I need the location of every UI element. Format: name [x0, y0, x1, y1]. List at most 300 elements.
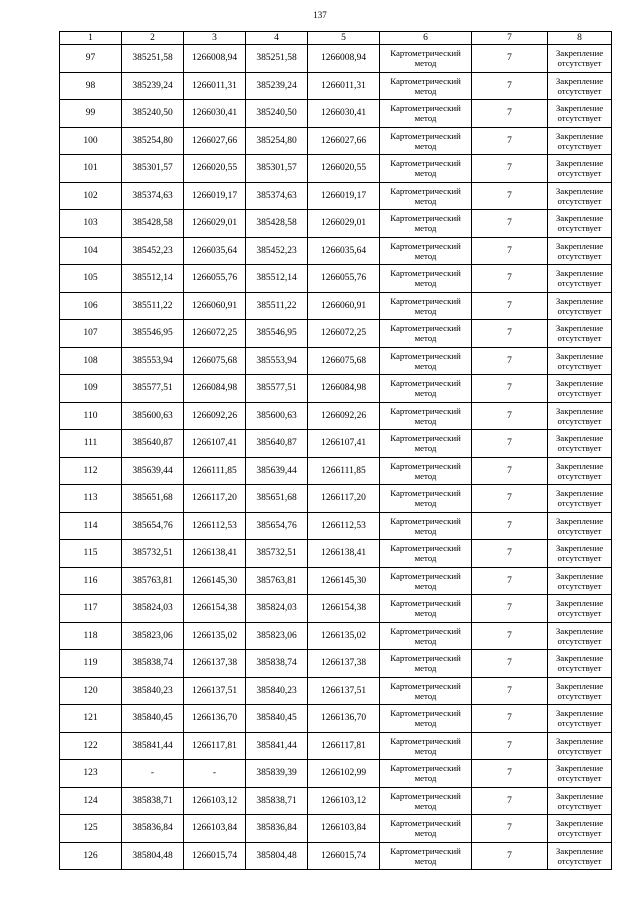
method-line: метод [414, 635, 437, 646]
fixing-line: Закрепление [555, 405, 604, 416]
method-line: Картометрический [390, 323, 461, 334]
refined-y-cell: 1266055,76 [308, 265, 380, 293]
accuracy-cell: 7 [472, 155, 548, 183]
refined-y-cell: 1266135,02 [308, 622, 380, 650]
point-number-cell: 111 [60, 430, 122, 458]
method-line: Картометрический [390, 763, 461, 774]
fixing-line: отсутствует [557, 305, 602, 316]
method-line: Картометрический [390, 268, 461, 279]
accuracy-cell: 7 [472, 595, 548, 623]
fixing-line: Закрепление [555, 433, 604, 444]
table-row [60, 320, 612, 348]
method-cell [380, 650, 472, 678]
method-cell [380, 595, 472, 623]
table-body [60, 45, 612, 870]
refined-x-cell: 385654,76 [246, 512, 308, 540]
method-line: Картометрический [390, 378, 461, 389]
table-row [60, 430, 612, 458]
fixing-line: Закрепление [555, 625, 604, 636]
table-row [60, 842, 612, 870]
accuracy-cell: 7 [472, 72, 548, 100]
fixing-line: Закрепление [555, 735, 604, 746]
fixing-line: отсутствует [557, 415, 602, 426]
fixing-line: отсутствует [557, 58, 602, 69]
existing-y-cell: 1266107,41 [184, 430, 246, 458]
fixing-line: отсутствует [557, 608, 602, 619]
method-cell [380, 512, 472, 540]
method-line: Картометрический [390, 845, 461, 856]
fixing-line: Закрепление [555, 48, 604, 59]
accuracy-cell: 7 [472, 457, 548, 485]
method-line: Картометрический [390, 433, 461, 444]
method-line: метод [414, 58, 437, 69]
existing-y-cell: 1266154,38 [184, 595, 246, 623]
table-row [60, 292, 612, 320]
point-number-cell: 125 [60, 815, 122, 843]
refined-y-cell: 1266138,41 [308, 540, 380, 568]
fixing-cell [548, 182, 612, 210]
table-row [60, 237, 612, 265]
point-number-cell: 103 [60, 210, 122, 238]
method-cell [380, 182, 472, 210]
existing-y-cell: 1266112,53 [184, 512, 246, 540]
fixing-line: отсутствует [557, 525, 602, 536]
fixing-cell [548, 430, 612, 458]
method-line: Картометрический [390, 75, 461, 86]
refined-y-cell: 1266035,64 [308, 237, 380, 265]
fixing-cell [548, 705, 612, 733]
refined-y-cell: 1266092,26 [308, 402, 380, 430]
existing-x-cell: 385251,58 [122, 45, 184, 73]
table-row [60, 650, 612, 678]
table-row [60, 265, 612, 293]
method-line: Картометрический [390, 240, 461, 251]
fixing-line: отсутствует [557, 195, 602, 206]
existing-y-cell: 1266011,31 [184, 72, 246, 100]
fixing-cell [548, 237, 612, 265]
existing-x-cell: 385239,24 [122, 72, 184, 100]
existing-y-cell: 1266060,91 [184, 292, 246, 320]
method-line: Картометрический [390, 625, 461, 636]
fixing-line: отсутствует [557, 718, 602, 729]
table-row [60, 732, 612, 760]
existing-y-cell: 1266103,84 [184, 815, 246, 843]
existing-y-cell: 1266137,38 [184, 650, 246, 678]
table-row [60, 72, 612, 100]
fixing-cell [548, 347, 612, 375]
method-line: метод [414, 690, 437, 701]
existing-x-cell: 385824,03 [122, 595, 184, 623]
existing-x-cell: - [122, 760, 184, 788]
fixing-cell [548, 402, 612, 430]
existing-y-cell: 1266019,17 [184, 182, 246, 210]
method-cell [380, 457, 472, 485]
refined-y-cell: 1266102,99 [308, 760, 380, 788]
existing-y-cell: 1266138,41 [184, 540, 246, 568]
refined-x-cell: 385841,44 [246, 732, 308, 760]
refined-x-cell: 385374,63 [246, 182, 308, 210]
method-line: метод [414, 388, 437, 399]
method-cell [380, 237, 472, 265]
fixing-cell [548, 732, 612, 760]
point-number-cell: 104 [60, 237, 122, 265]
method-line: метод [414, 443, 437, 454]
method-line: метод [414, 195, 437, 206]
refined-y-cell: 1266107,41 [308, 430, 380, 458]
refined-y-cell: 1266154,38 [308, 595, 380, 623]
fixing-cell [548, 375, 612, 403]
method-cell [380, 430, 472, 458]
refined-y-cell: 1266145,30 [308, 567, 380, 595]
method-line: метод [414, 498, 437, 509]
refined-x-cell: 385838,71 [246, 787, 308, 815]
existing-y-cell: 1266136,70 [184, 705, 246, 733]
fixing-line: отсутствует [557, 223, 602, 234]
refined-x-cell: 385251,58 [246, 45, 308, 73]
method-cell [380, 842, 472, 870]
refined-y-cell: 1266111,85 [308, 457, 380, 485]
method-cell [380, 787, 472, 815]
table-row [60, 815, 612, 843]
existing-y-cell: 1266072,25 [184, 320, 246, 348]
refined-x-cell: 385428,58 [246, 210, 308, 238]
method-line: метод [414, 360, 437, 371]
point-number-cell: 113 [60, 485, 122, 513]
existing-y-cell: 1266030,41 [184, 100, 246, 128]
refined-x-cell: 385732,51 [246, 540, 308, 568]
refined-y-cell: 1266030,41 [308, 100, 380, 128]
refined-x-cell: 385804,48 [246, 842, 308, 870]
method-cell [380, 292, 472, 320]
refined-x-cell: 385254,80 [246, 127, 308, 155]
existing-y-cell: 1266084,98 [184, 375, 246, 403]
header-cell-2: 2 [122, 32, 184, 45]
fixing-line: Закрепление [555, 460, 604, 471]
method-cell [380, 622, 472, 650]
method-line: метод [414, 470, 437, 481]
method-line: метод [414, 718, 437, 729]
table-row [60, 457, 612, 485]
method-line: метод [414, 580, 437, 591]
fixing-cell [548, 127, 612, 155]
point-number-cell: 117 [60, 595, 122, 623]
accuracy-cell: 7 [472, 732, 548, 760]
table-row [60, 760, 612, 788]
method-line: Картометрический [390, 185, 461, 196]
fixing-line: Закрепление [555, 653, 604, 664]
existing-x-cell: 385301,57 [122, 155, 184, 183]
fixing-cell [548, 760, 612, 788]
method-cell [380, 347, 472, 375]
refined-x-cell: 385511,22 [246, 292, 308, 320]
existing-y-cell: 1266055,76 [184, 265, 246, 293]
fixing-line: отсутствует [557, 663, 602, 674]
refined-x-cell: 385240,50 [246, 100, 308, 128]
method-line: метод [414, 85, 437, 96]
method-cell [380, 210, 472, 238]
table-row [60, 622, 612, 650]
point-number-cell: 116 [60, 567, 122, 595]
point-number-cell: 123 [60, 760, 122, 788]
refined-y-cell: 1266103,84 [308, 815, 380, 843]
point-number-cell: 121 [60, 705, 122, 733]
method-cell [380, 375, 472, 403]
table-header-row [60, 32, 612, 45]
existing-y-cell: 1266145,30 [184, 567, 246, 595]
method-cell [380, 732, 472, 760]
point-number-cell: 112 [60, 457, 122, 485]
fixing-cell [548, 457, 612, 485]
existing-x-cell: 385511,22 [122, 292, 184, 320]
method-line: Картометрический [390, 460, 461, 471]
existing-y-cell: - [184, 760, 246, 788]
existing-x-cell: 385841,44 [122, 732, 184, 760]
refined-y-cell: 1266015,74 [308, 842, 380, 870]
method-cell [380, 155, 472, 183]
header-cell-5: 5 [308, 32, 380, 45]
existing-x-cell: 385840,45 [122, 705, 184, 733]
fixing-line: Закрепление [555, 515, 604, 526]
existing-x-cell: 385838,71 [122, 787, 184, 815]
refined-x-cell: 385546,95 [246, 320, 308, 348]
method-line: Картометрический [390, 158, 461, 169]
fixing-line: Закрепление [555, 845, 604, 856]
existing-x-cell: 385639,44 [122, 457, 184, 485]
fixing-cell [548, 155, 612, 183]
fixing-cell [548, 622, 612, 650]
existing-x-cell: 385254,80 [122, 127, 184, 155]
table-row [60, 677, 612, 705]
method-line: Картометрический [390, 653, 461, 664]
fixing-cell [548, 265, 612, 293]
accuracy-cell: 7 [472, 540, 548, 568]
refined-y-cell: 1266103,12 [308, 787, 380, 815]
fixing-line: отсутствует [557, 168, 602, 179]
fixing-line: отсутствует [557, 278, 602, 289]
refined-x-cell: 385839,39 [246, 760, 308, 788]
existing-y-cell: 1266111,85 [184, 457, 246, 485]
table-row [60, 705, 612, 733]
method-line: Картометрический [390, 790, 461, 801]
point-number-cell: 99 [60, 100, 122, 128]
refined-x-cell: 385763,81 [246, 567, 308, 595]
existing-x-cell: 385428,58 [122, 210, 184, 238]
refined-x-cell: 385840,45 [246, 705, 308, 733]
point-number-cell: 98 [60, 72, 122, 100]
accuracy-cell: 7 [472, 182, 548, 210]
point-number-cell: 115 [60, 540, 122, 568]
header-cell-1: 1 [60, 32, 122, 45]
fixing-line: Закрепление [555, 103, 604, 114]
fixing-cell [548, 210, 612, 238]
existing-x-cell: 385577,51 [122, 375, 184, 403]
table-row [60, 485, 612, 513]
method-line: Картометрический [390, 708, 461, 719]
fixing-line: отсутствует [557, 553, 602, 564]
existing-y-cell: 1266117,20 [184, 485, 246, 513]
method-line: метод [414, 113, 437, 124]
method-cell [380, 72, 472, 100]
accuracy-cell: 7 [472, 622, 548, 650]
fixing-cell [548, 842, 612, 870]
accuracy-cell: 7 [472, 430, 548, 458]
method-line: Картометрический [390, 543, 461, 554]
table-row [60, 100, 612, 128]
method-cell [380, 705, 472, 733]
accuracy-cell: 7 [472, 375, 548, 403]
refined-y-cell: 1266137,38 [308, 650, 380, 678]
existing-y-cell: 1266092,26 [184, 402, 246, 430]
fixing-line: Закрепление [555, 790, 604, 801]
point-number-cell: 119 [60, 650, 122, 678]
fixing-line: отсутствует [557, 828, 602, 839]
refined-y-cell: 1266137,51 [308, 677, 380, 705]
method-line: Картометрический [390, 213, 461, 224]
refined-x-cell: 385553,94 [246, 347, 308, 375]
method-cell [380, 815, 472, 843]
fixing-cell [548, 595, 612, 623]
accuracy-cell: 7 [472, 402, 548, 430]
fixing-line: отсутствует [557, 635, 602, 646]
accuracy-cell: 7 [472, 237, 548, 265]
refined-x-cell: 385823,06 [246, 622, 308, 650]
fixing-cell [548, 100, 612, 128]
method-line: Картометрический [390, 405, 461, 416]
fixing-line: Закрепление [555, 185, 604, 196]
refined-x-cell: 385838,74 [246, 650, 308, 678]
method-line: Картометрический [390, 488, 461, 499]
accuracy-cell: 7 [472, 760, 548, 788]
refined-x-cell: 385651,68 [246, 485, 308, 513]
accuracy-cell: 7 [472, 842, 548, 870]
point-number-cell: 108 [60, 347, 122, 375]
fixing-cell [548, 485, 612, 513]
accuracy-cell: 7 [472, 485, 548, 513]
method-line: метод [414, 745, 437, 756]
fixing-cell [548, 512, 612, 540]
method-line: метод [414, 305, 437, 316]
fixing-line: Закрепление [555, 350, 604, 361]
method-cell [380, 760, 472, 788]
fixing-cell [548, 540, 612, 568]
fixing-line: Закрепление [555, 763, 604, 774]
method-line: Картометрический [390, 350, 461, 361]
fixing-line: отсутствует [557, 85, 602, 96]
refined-x-cell: 385301,57 [246, 155, 308, 183]
refined-y-cell: 1266020,55 [308, 155, 380, 183]
refined-y-cell: 1266060,91 [308, 292, 380, 320]
point-number-cell: 109 [60, 375, 122, 403]
existing-x-cell: 385836,84 [122, 815, 184, 843]
fixing-line: Закрепление [555, 158, 604, 169]
fixing-line: Закрепление [555, 708, 604, 719]
accuracy-cell: 7 [472, 705, 548, 733]
refined-x-cell: 385452,23 [246, 237, 308, 265]
header-cell-8: 8 [548, 32, 612, 45]
method-line: Картометрический [390, 570, 461, 581]
existing-y-cell: 1266103,12 [184, 787, 246, 815]
existing-y-cell: 1266015,74 [184, 842, 246, 870]
accuracy-cell: 7 [472, 100, 548, 128]
fixing-line: Закрепление [555, 323, 604, 334]
refined-y-cell: 1266008,94 [308, 45, 380, 73]
existing-x-cell: 385374,63 [122, 182, 184, 210]
existing-y-cell: 1266027,66 [184, 127, 246, 155]
fixing-cell [548, 292, 612, 320]
existing-x-cell: 385640,87 [122, 430, 184, 458]
point-number-cell: 100 [60, 127, 122, 155]
accuracy-cell: 7 [472, 512, 548, 540]
refined-y-cell: 1266117,20 [308, 485, 380, 513]
fixing-line: Закрепление [555, 130, 604, 141]
fixing-cell [548, 72, 612, 100]
existing-x-cell: 385546,95 [122, 320, 184, 348]
method-cell [380, 567, 472, 595]
fixing-cell [548, 650, 612, 678]
point-number-cell: 110 [60, 402, 122, 430]
fixing-line: Закрепление [555, 378, 604, 389]
method-cell [380, 45, 472, 73]
refined-x-cell: 385824,03 [246, 595, 308, 623]
method-line: Картометрический [390, 103, 461, 114]
method-cell [380, 540, 472, 568]
accuracy-cell: 7 [472, 567, 548, 595]
refined-x-cell: 385836,84 [246, 815, 308, 843]
existing-y-cell: 1266137,51 [184, 677, 246, 705]
existing-x-cell: 385732,51 [122, 540, 184, 568]
point-number-cell: 107 [60, 320, 122, 348]
method-line: метод [414, 140, 437, 151]
method-line: метод [414, 333, 437, 344]
refined-x-cell: 385512,14 [246, 265, 308, 293]
refined-y-cell: 1266112,53 [308, 512, 380, 540]
accuracy-cell: 7 [472, 210, 548, 238]
point-number-cell: 101 [60, 155, 122, 183]
table-row [60, 155, 612, 183]
method-line: метод [414, 828, 437, 839]
existing-y-cell: 1266008,94 [184, 45, 246, 73]
point-number-cell: 126 [60, 842, 122, 870]
fixing-cell [548, 320, 612, 348]
method-line: метод [414, 223, 437, 234]
method-line: Картометрический [390, 295, 461, 306]
method-line: Картометрический [390, 48, 461, 59]
existing-x-cell: 385823,06 [122, 622, 184, 650]
accuracy-cell: 7 [472, 815, 548, 843]
method-line: метод [414, 553, 437, 564]
method-cell [380, 402, 472, 430]
existing-x-cell: 385240,50 [122, 100, 184, 128]
fixing-line: отсутствует [557, 140, 602, 151]
fixing-cell [548, 815, 612, 843]
refined-y-cell: 1266075,68 [308, 347, 380, 375]
existing-y-cell: 1266029,01 [184, 210, 246, 238]
page-number: 137 [313, 10, 327, 20]
method-line: Картометрический [390, 735, 461, 746]
table-row [60, 402, 612, 430]
fixing-line: отсутствует [557, 333, 602, 344]
existing-y-cell: 1266117,81 [184, 732, 246, 760]
accuracy-cell: 7 [472, 265, 548, 293]
point-number-cell: 102 [60, 182, 122, 210]
fixing-line: отсутствует [557, 800, 602, 811]
method-line: метод [414, 608, 437, 619]
refined-y-cell: 1266117,81 [308, 732, 380, 760]
refined-y-cell: 1266011,31 [308, 72, 380, 100]
refined-x-cell: 385639,44 [246, 457, 308, 485]
refined-y-cell: 1266019,17 [308, 182, 380, 210]
fixing-cell [548, 45, 612, 73]
